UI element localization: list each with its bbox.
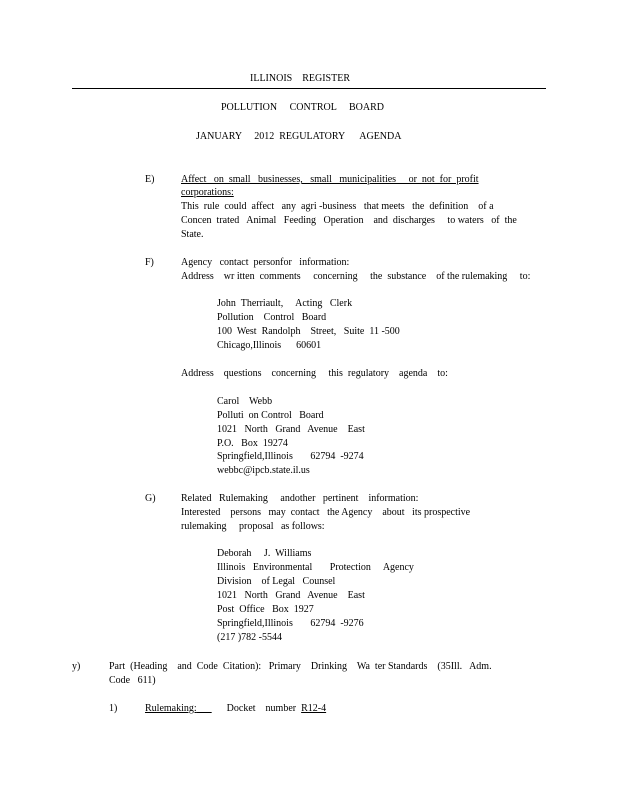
williams-address-line: Division of Legal Counsel bbox=[217, 576, 336, 587]
item-1-gap bbox=[212, 703, 227, 714]
item-e-heading-line1: Affect on small businesses, small municipalities or not for profit bbox=[181, 174, 479, 185]
item-1-label-underline-gap bbox=[197, 703, 212, 714]
contact-address-line: P.O. Box 19274 bbox=[217, 438, 288, 449]
item-e-heading-line2: corporations: bbox=[181, 187, 234, 198]
item-1-label: Rulemaking: bbox=[145, 703, 197, 714]
williams-address-line: Post Office Box 1927 bbox=[217, 604, 314, 615]
clerk-address-line: 100 West Randolph Street, Suite 11 -500 bbox=[217, 326, 400, 337]
register-title: ILLINOIS REGISTER bbox=[250, 73, 350, 84]
contact-address-line: 1021 North Grand Avenue East bbox=[217, 424, 365, 435]
item-1-docket-number: R12-4 bbox=[301, 703, 327, 714]
item-f-intro: Address wr itten comments concerning the substance of the rulemaking to: bbox=[181, 271, 531, 282]
williams-address-line: Springfield,Illinois 62794 -9276 bbox=[217, 618, 364, 629]
item-e-body-line2: Concen trated Animal Feeding Operation and discharges to waters of the bbox=[181, 215, 517, 226]
clerk-address-line: Pollution Control Board bbox=[217, 312, 327, 323]
contact-email: webbc@ipcb.state.il.us bbox=[217, 465, 310, 476]
item-g-body-line1: Interested persons may contact the Agency about its prospective bbox=[181, 507, 471, 518]
item-e-marker: E) bbox=[145, 174, 155, 185]
williams-address-line: Deborah J. Williams bbox=[217, 548, 312, 559]
item-y-marker: y) bbox=[72, 661, 81, 672]
item-y-line1: Part (Heading and Code Citation): Primary Drinking Wa ter Standards (35Ill. Adm. bbox=[109, 661, 492, 672]
item-e-body-line3: State. bbox=[181, 229, 204, 240]
williams-address-line: 1021 North Grand Avenue East bbox=[217, 590, 365, 601]
contact-address-line: Polluti on Control Board bbox=[217, 410, 324, 421]
williams-address-line: Illinois Environmental Protection Agency bbox=[217, 562, 414, 573]
item-1-marker: 1) bbox=[109, 703, 118, 714]
item-g-body-line2: rulemaking proposal as follows: bbox=[181, 521, 325, 532]
board-title: POLLUTION CONTROL BOARD bbox=[221, 102, 384, 113]
item-f-heading: Agency contact personfor information: bbox=[181, 257, 350, 268]
clerk-address-line: Chicago,Illinois 60601 bbox=[217, 340, 322, 351]
item-f-marker: F) bbox=[145, 257, 154, 268]
item-e-body-line1: This rule could affect any agri -business that meets the definition of a bbox=[181, 201, 494, 212]
item-1-rulemaking-line bbox=[145, 703, 326, 715]
contact-address-line: Carol Webb bbox=[217, 396, 273, 407]
item-g-heading: Related Rulemaking andother pertinent information: bbox=[181, 493, 419, 504]
clerk-address-line: John Therriault, Acting Clerk bbox=[217, 298, 353, 309]
item-f-intro-2: Address questions concerning this regulatory agenda to: bbox=[181, 368, 448, 379]
williams-phone: (217 )782 -5544 bbox=[217, 632, 282, 643]
item-1-text: Docket number bbox=[226, 703, 302, 714]
item-g-marker: G) bbox=[145, 493, 156, 504]
agenda-title: JANUARY 2012 REGULATORY AGENDA bbox=[196, 131, 402, 142]
header-rule bbox=[72, 88, 546, 89]
item-y-line2: Code 611) bbox=[109, 675, 156, 686]
contact-address-line: Springfield,Illinois 62794 -9274 bbox=[217, 451, 364, 462]
